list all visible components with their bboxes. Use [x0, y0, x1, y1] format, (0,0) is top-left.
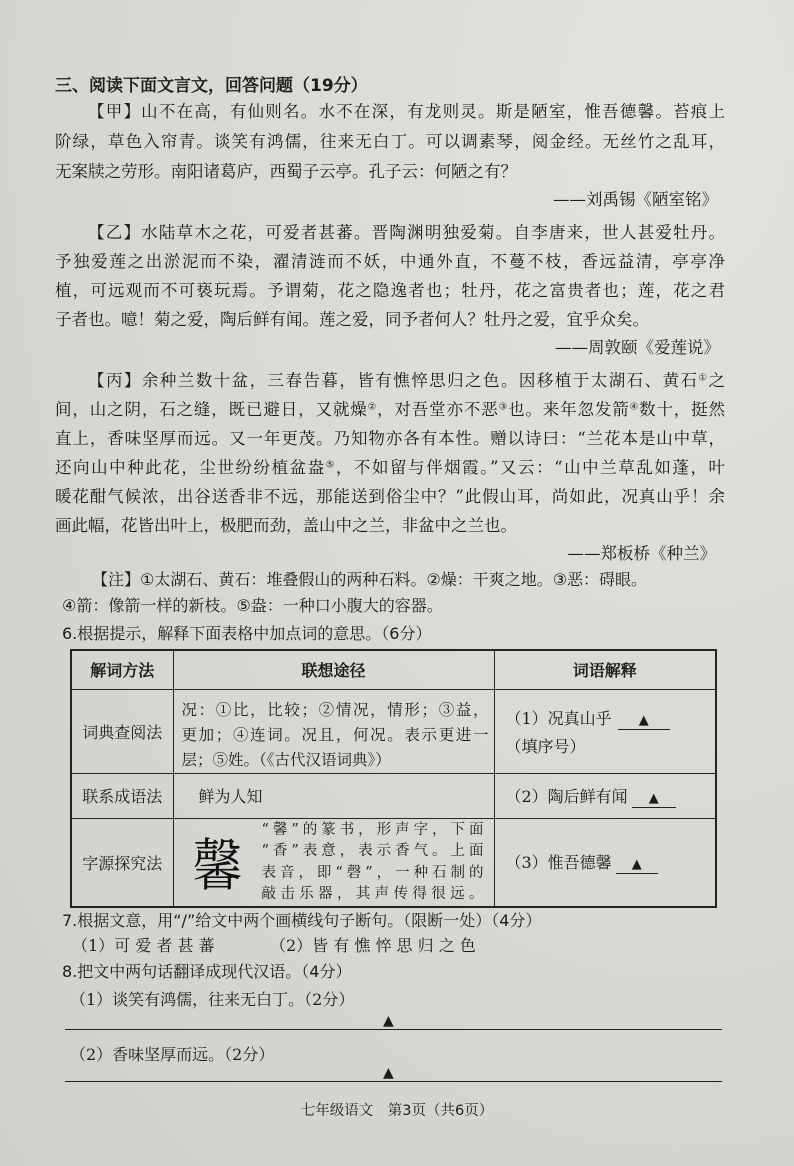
footnote-marker: ① — [698, 372, 709, 384]
table-header-row — [71, 650, 716, 689]
answer-line — [65, 1029, 722, 1030]
note-line: 【注】①太湖石、黄石：堆叠假山的两种石料。②燥：干爽之地。③恶：碍眼。 — [92, 570, 648, 589]
passage-source: ——周敦颐《爱莲说》 — [555, 338, 720, 357]
seal-script-glyph: 馨 — [192, 833, 243, 899]
answer-blank: ▲ — [616, 856, 658, 874]
clue-cell — [173, 773, 494, 818]
question-8-prompt: 8.把文中两句话翻译成现代汉语。（4分） — [62, 962, 352, 981]
header-method: 解词方法 — [71, 650, 173, 689]
header-clue: 联想途径 — [173, 650, 494, 689]
table-row — [71, 818, 716, 907]
answer-line — [65, 1081, 722, 1082]
clue-line: 更加；④连词。况且，何况。表示更进一 — [181, 725, 489, 744]
explanation-cell — [494, 689, 716, 773]
answer-blank: ▲ — [632, 790, 676, 808]
clue-cell — [173, 818, 494, 907]
passage-bing — [55, 366, 725, 540]
table-row — [71, 773, 716, 818]
passage-line: 还向山中种此花，尘世纷纷植盆盎⑤，不如留与伴烟霞。”又云：“山中兰草乱如蓬，叶 — [55, 458, 725, 477]
question-7-item: （1）可 爱 者 甚 蕃 — [72, 936, 215, 955]
passage-source: ——郑板桥《种兰》 — [567, 544, 716, 563]
footnote-marker: ③ — [498, 401, 509, 413]
question-8-item: （2）香味坚厚而远。（2分） — [70, 1045, 275, 1064]
passage-line: 【乙】水陆草木之花，可爱者甚蕃。晋陶渊明独爱菊。自李唐来，世人甚爱牡丹。 — [88, 223, 725, 242]
passage-line: 无案牍之劳形。南阳诸葛庐，西蜀子云亭。孔子云：何陋之有？ — [55, 162, 517, 181]
section-title: 三、阅读下面文言文，回答问题（19分） — [55, 76, 368, 96]
answer-marker-icon: ▲ — [383, 1013, 394, 1029]
note-line: ④箭：像箭一样的新枝。⑤盎：一种口小腹大的容器。 — [62, 596, 443, 615]
question-item: （1）况真山乎 — [505, 708, 612, 728]
passage-source: ——刘禹锡《陋室铭》 — [553, 190, 718, 209]
clue-cell — [173, 689, 494, 773]
passage-line: 【甲】山不在高，有仙则名。水不在深，有龙则灵。斯是陋室，惟吾德馨。苔痕上 — [88, 102, 725, 121]
answer-blank: ▲ — [618, 712, 670, 730]
method-cell: 联系成语法 — [71, 773, 173, 818]
question-item: （3）惟吾德馨 — [505, 853, 612, 872]
question-7-item: （2）皆 有 憔 悴 思 归 之 色 — [270, 936, 476, 955]
clue-line: “香”表意，表示香气。上面 — [261, 843, 484, 859]
passage-line: 植，可远观而不可亵玩焉。予谓菊，花之隐逸者也；牡丹，花之富贵者也；莲，花之君 — [55, 281, 725, 300]
fill-hint: （填序号） — [505, 736, 586, 756]
passage-line: 暖花酣气候浓，出谷送香非不远，那能送到俗尘中？”此假山耳，尚如此，况真山乎！余 — [55, 487, 725, 506]
word-explanation-table — [70, 649, 717, 908]
page-footer: 七年级语文 第3页（共6页） — [300, 1103, 494, 1119]
footnote-marker: ⑤ — [325, 459, 336, 471]
footnote-marker: ② — [367, 401, 378, 413]
passage-jia — [55, 97, 725, 187]
passage-line: 予独爱莲之出淤泥而不染，濯清涟而不妖，中通外直，不蔓不枝，香远益清，亭亭净 — [55, 252, 725, 271]
header-explanation: 词语解释 — [494, 650, 716, 689]
passage-line: 【丙】余种兰数十盆，三春告暮，皆有憔悴思归之色。因移植于太湖石、黄石①之 — [88, 371, 725, 390]
annotation-notes — [62, 567, 647, 619]
idiom-clue: 鲜为人知 — [198, 787, 263, 806]
passage-line: 子者也。噫！菊之爱，陶后鲜有闻。莲之爱，同予者何人？牡丹之爱，宜乎众矣。 — [55, 310, 649, 329]
clue-line: “馨”的篆书，形声字，下面 — [261, 821, 484, 838]
clue-line: 敲击乐器，其声传得很远。 — [261, 886, 484, 902]
clue-line: 况：①比，比较；②情况，情形；③益， — [181, 700, 489, 719]
method-cell: 词典查阅法 — [71, 689, 173, 773]
question-6-prompt: 6.根据提示，解释下面表格中加点词的意思。（6分） — [62, 624, 432, 643]
question-8-item: （1）谈笑有鸿儒，往来无白丁。（2分） — [70, 990, 355, 1009]
passage-line: 阶绿，草色入帘青。谈笑有鸿儒，往来无白丁。可以调素琴，阅金经。无丝竹之乱耳， — [55, 132, 725, 151]
table-row — [71, 689, 716, 773]
question-7-prompt: 7.根据文意，用“/”给文中两个画横线句子断句。（限断一处）（4分） — [62, 911, 542, 930]
passage-yi — [55, 218, 725, 334]
question-item: （2）陶后鲜有闻 — [505, 786, 628, 806]
passage-line: 间，山之阴，石之缝，既已避日，又就燥②，对吾堂亦不恶③也。来年忽发箭④数十，挺然 — [55, 400, 725, 419]
clue-line: 层；⑤姓。（《古代汉语词典》） — [181, 750, 391, 769]
clue-line: 表音，即“磬”，一种石制的 — [261, 864, 484, 881]
method-cell: 字源探究法 — [71, 818, 173, 907]
explanation-cell — [494, 818, 716, 907]
footnote-marker: ④ — [629, 401, 640, 413]
answer-marker-icon: ▲ — [383, 1065, 394, 1081]
passage-line: 画此幅，花皆出叶上，极肥而劲，盖山中之兰，非盆中之兰也。 — [55, 516, 517, 535]
explanation-cell — [494, 773, 716, 818]
passage-line: 直上，香味坚厚而远。又一年更茂。乃知物亦各有本性。赠以诗曰：“兰花本是山中草， — [55, 429, 725, 448]
